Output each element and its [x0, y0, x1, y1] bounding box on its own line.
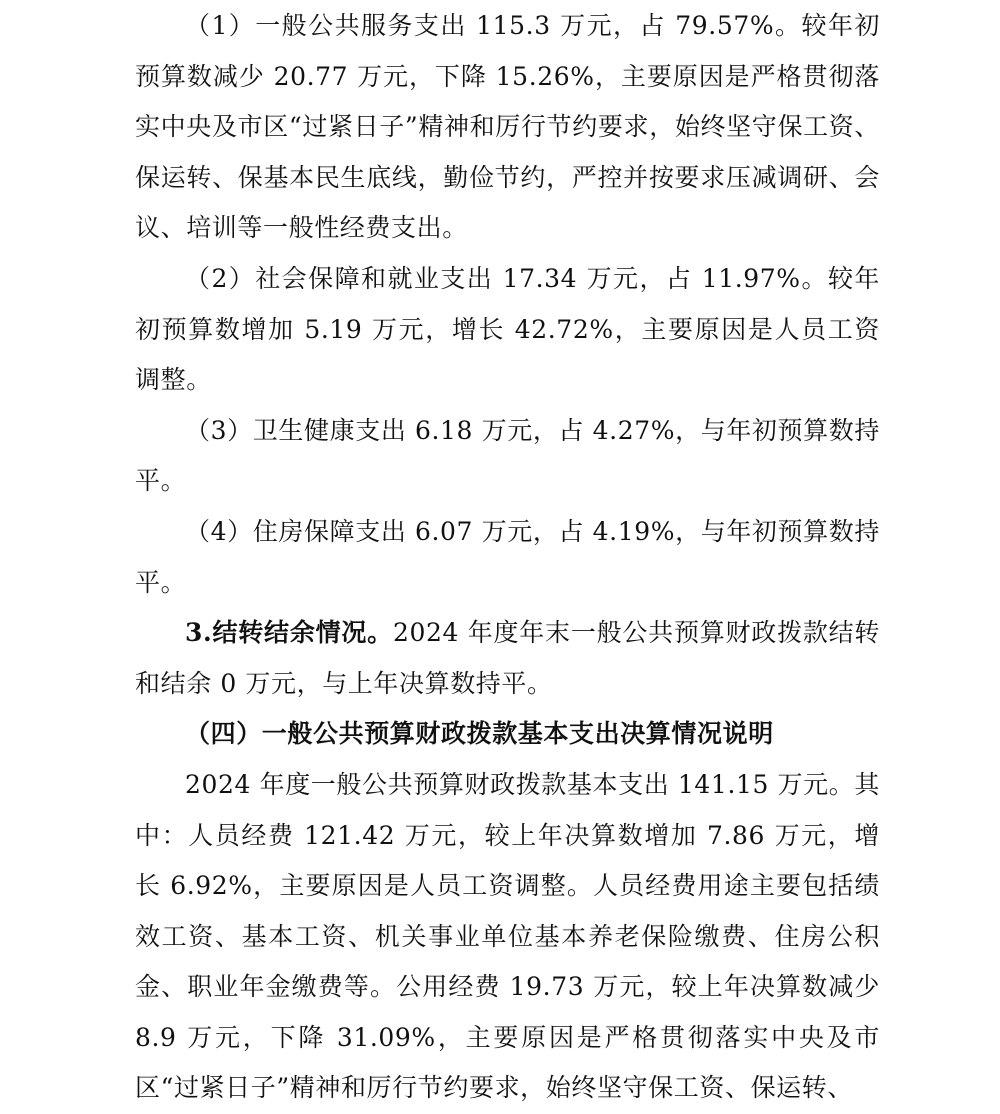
document-page — [135, 0, 880, 1114]
paragraph-social-security: （2）社会保障和就业支出 17.34 万元，占 11.97%。较年初预算数增加 5.19 万元，增长 42.72%，主要原因是人员工资调整。 — [135, 263, 880, 395]
carryover-text: 2024 年度年末一般公共预算财政拨款结转和结余 0 万元，与上年决算数持平。 — [135, 618, 881, 698]
paragraph-general-public-services: （1）一般公共服务支出 115.3 万元，占 79.57%。较年初预算数减少 20.77 万元，下降 15.26%，主要原因是严格贯彻落实中央及市区“过紧日子”精神和厉行节约要求，始终坚守保工资、保运转、保基本民生底线，勤俭节约，严控并按要求压减调研、会议、培训等一般性经费支出。 — [135, 11, 880, 243]
paragraph-health: （3）卫生健康支出 6.18 万元，占 4.27%，与年初预算数持平。 — [135, 415, 880, 496]
paragraph-housing: （4）住房保障支出 6.07 万元，占 4.19%，与年初预算数持平。 — [135, 516, 880, 597]
paragraph-basic-expenditure: 2024 年度一般公共预算财政拨款基本支出 141.15 万元。其中：人员经费 121.42 万元，较上年决算数增加 7.86 万元，增长 6.92%，主要原因是人员工资调整。人员经费用途主要包括绩效工资、基本工资、机关事业单位基本养老保险缴费、住房公积金、职业年金缴费等。公用经费 19.73 万元，较上年决算数减少 8.9 万元，下降 31.09%，主要原因是严格贯彻落实中央及市区“过紧日子”精神和厉行节约要求，始终坚守保工资、保运转、 — [135, 769, 880, 1103]
paragraph-carryover — [135, 608, 880, 709]
carryover-lead: 3.结转结余情况。 — [185, 618, 393, 648]
section-heading: （四）一般公共预算财政拨款基本支出决算情况说明 — [185, 719, 774, 749]
